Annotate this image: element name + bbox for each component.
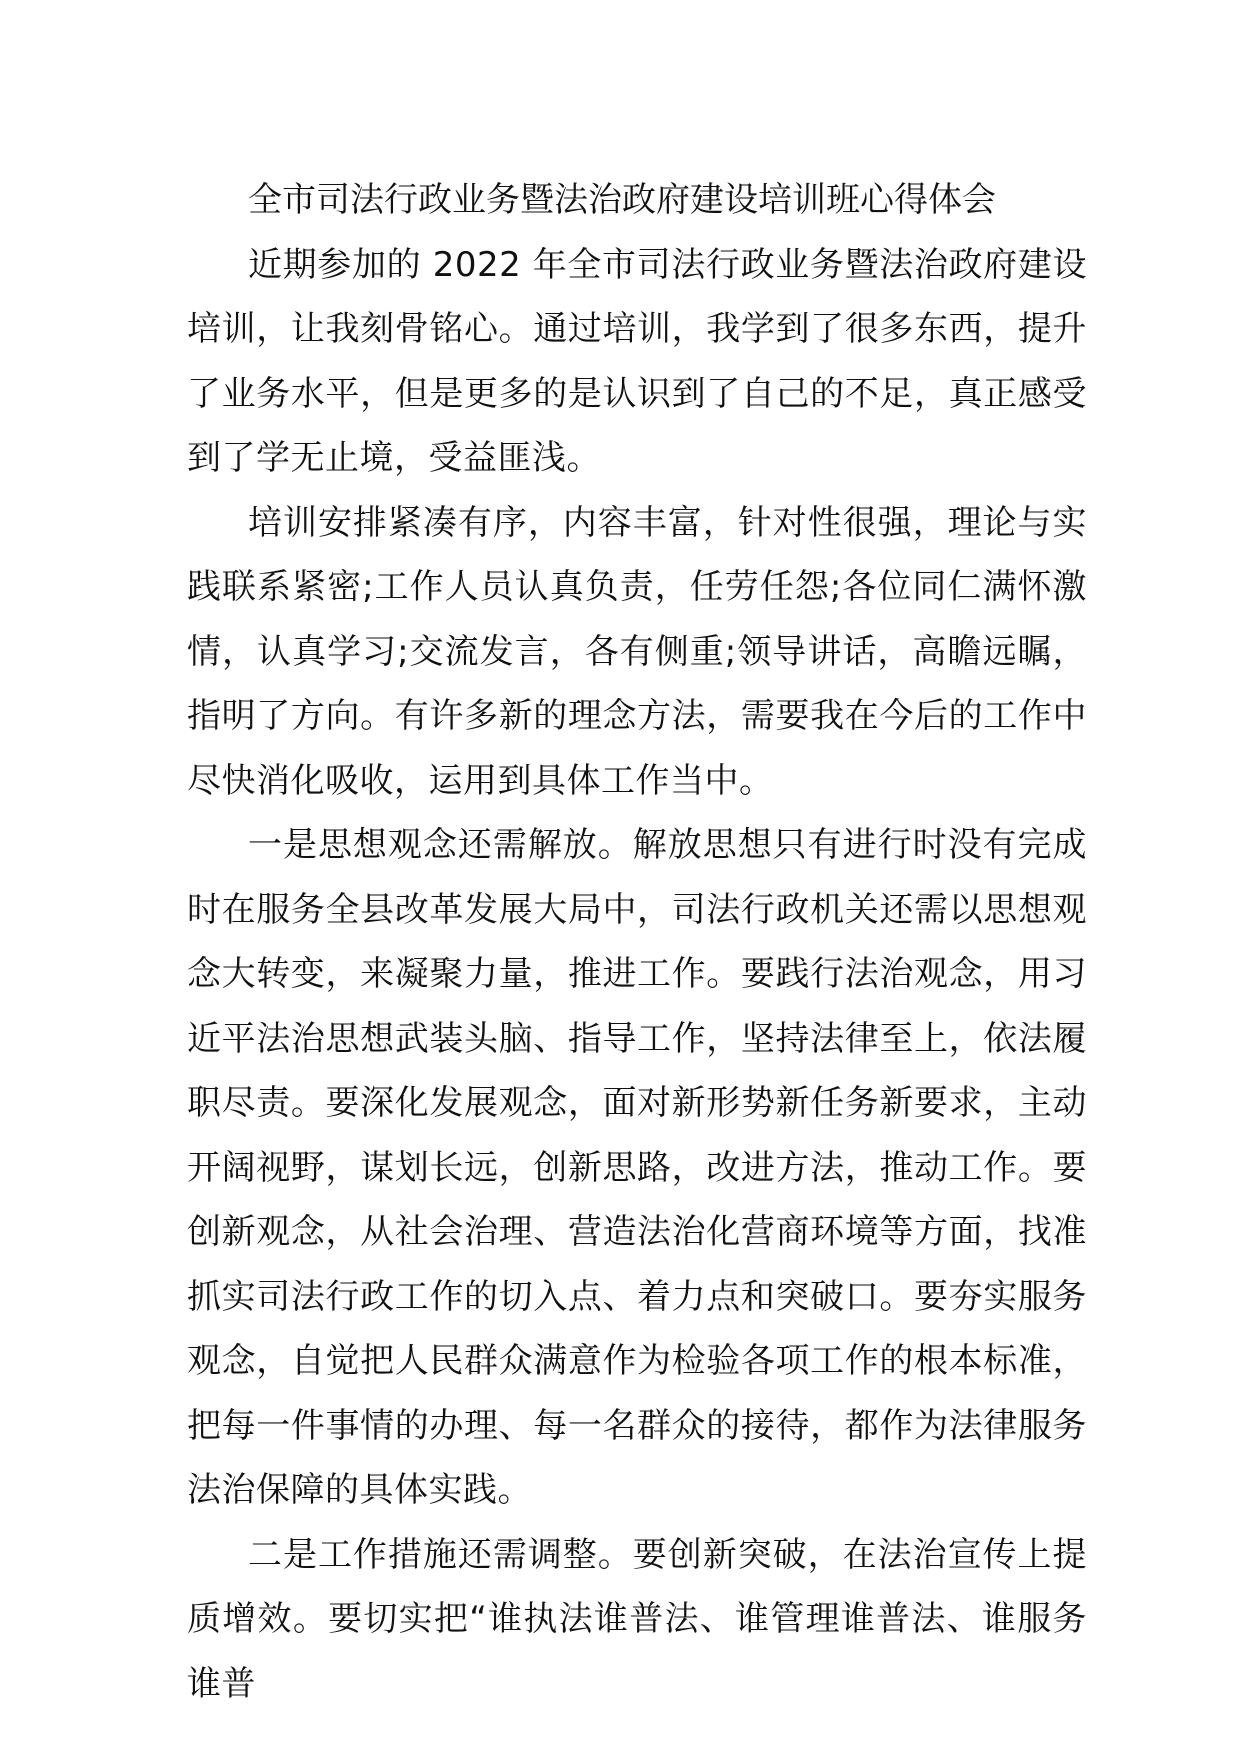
document-body: [187, 168, 1087, 1716]
paragraph-point-two: 二是工作措施还需调整。要创新突破，在法治宣传上提质增效。要切实把“谁执法谁普法、谁管理谁普法、谁服务谁普: [187, 1534, 1087, 1704]
paragraph-point-one: 一是思想观念还需解放。解放思想只有进行时没有完成时在服务全县改革发展大局中，司法行政机关还需以思想观念大转变，来凝聚力量，推进工作。要践行法治观念，用习近平法治思想武装头脑、指导工作，坚持法律至上，依法履职尽责。要深化发展观念，面对新形势新任务新要求，主动开阔视野，谋划长远，创新思路，改进方法，推动工作。要创新观念，从社会治理、营造法治化营商环境等方面，找准抓实司法行政工作的切入点、着力点和突破口。要夯实服务观念，自觉把人民群众满意作为检验各项工作的根本标准，把每一件事情的办理、每一名群众的接待，都作为法律服务法治保障的具体实践。: [187, 825, 1087, 1510]
paragraph-training-arrangement: 培训安排紧凑有序，内容丰富，针对性很强，理论与实践联系紧密;工作人员认真负责，任劳任怨;各位同仁满怀激情，认真学习;交流发言，各有侧重;领导讲话，高瞻远瞩，指明了方向。有许多新的理念方法，需要我在今后的工作中尽快消化吸收，运用到具体工作当中。: [187, 502, 1087, 801]
paragraph-intro: 近期参加的 2022 年全市司法行政业务暨法治政府建设培训，让我刻骨铭心。通过培训，我学到了很多东西，提升了业务水平，但是更多的是认识到了自己的不足，真正感受到了学无止境，受益匪浅。: [187, 244, 1087, 478]
document-title: 全市司法行政业务暨法治政府建设培训班心得体会: [248, 180, 996, 220]
